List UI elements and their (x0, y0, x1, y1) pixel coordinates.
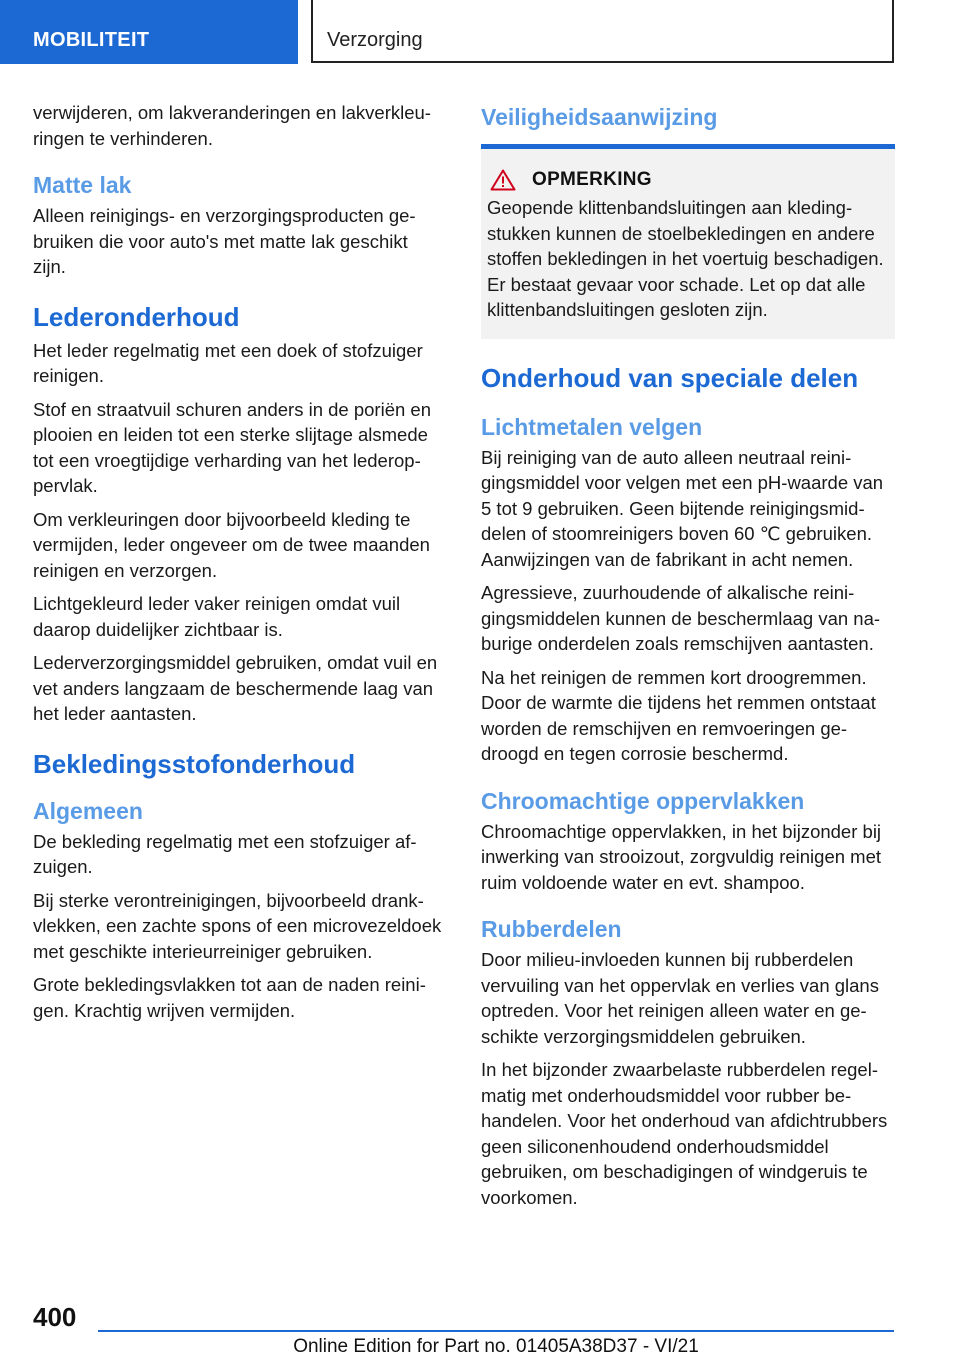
rubber-paragraph-1: Door milieu-invloeden kunnen bij rubberdelen vervuiling van het oppervlak en verlies van glans optreden. Voor het reinigen alleen water en geschikte verzorgingsmiddelen gebruiken. (481, 949, 879, 1047)
alloy-paragraph-2: Agressieve, zuurhoudende of alkalische reinigingsmiddelen kunnen de beschermlaag van naburige onderdelen zoals remschijven aantasten. (481, 582, 881, 654)
leather-care-heading: Lederonderhoud (33, 301, 240, 332)
leather-paragraph-3: Om verkleuringen door bijvoorbeeld kleding te vermijden, leder ongeveer om de twee maanden reinigen en verzorgen. (33, 508, 430, 581)
right-column (481, 100, 895, 1218)
leather-paragraph-4: Lichtgekleurd leder vaker reinigen omdat vuil daarop duidelijker zichtbaar is. (33, 593, 401, 640)
upholstery-paragraph-2: Bij sterke verontreinigingen, bijvoorbeeld drankvlekken, een zachte spons of een microvezeldoek met geschikte interieurreiniger gebruiken. (33, 889, 442, 962)
alloy-paragraph-3: Na het reinigen de remmen kort droogremmen. Door de warmte die tijdens het remmen ontstaat worden de remschijven en remvoeringen gedroogd en tegen corrosie beschermd. (481, 666, 876, 764)
left-column (33, 100, 443, 1031)
upholstery-general-heading: Algemeen (33, 797, 143, 824)
page-footer (0, 1290, 960, 1362)
intro-paragraph: verwijderen, om lakveranderingen en lakverkleuringen te verhinderen. (33, 102, 431, 149)
upholstery-heading: Bekledingsstofonderhoud (33, 748, 356, 779)
matte-paint-heading: Matte lak (33, 172, 132, 198)
upholstery-paragraph-3: Grote bekledingsvlakken tot aan de naden reinigen. Krachtig wrijven vermijden. (33, 974, 426, 1021)
chrome-surfaces-heading: Chroomachtige oppervlakken (481, 787, 805, 814)
edition-text: Online Edition for Part no. 01405A38D37 - VI/21 (293, 1336, 699, 1357)
safety-heading: Veiligheidsaanwijzing (481, 104, 718, 130)
note-box (481, 149, 895, 339)
rubber-paragraph-2: In het bijzonder zwaarbelaste rubberdelen regelmatig met onderhoudsmiddel voor rubber behandelen. Voor het onderhoud van afdichtrubbers geen siliconenhoudend onderhoudsmiddel gebruiken, om beschadigingen of windgeruis te voorkomen. (481, 1059, 888, 1208)
rubber-parts-heading: Rubberdelen (481, 916, 622, 942)
warning-triangle-icon (490, 169, 516, 191)
page-number: 400 (33, 1302, 77, 1332)
matte-paint-text: Alleen reinigings- en verzorgingsproducten gebruiken die voor auto's met matte lak geschikt zijn. (33, 205, 416, 277)
chrome-paragraph-1: Chroomachtige oppervlakken, in het bijzonder bij inwerking van strooizout, zorgvuldig reinigen met ruim voldoende water en evt. shampoo. (481, 820, 882, 893)
leather-paragraph-5: Lederverzorgingsmiddel gebruiken, omdat vuil en vet anders langzaam de beschermende laag van het leder aantasten. (33, 652, 438, 724)
alloy-paragraph-1: Bij reiniging van de auto alleen neutraal reinigingsmiddel voor velgen met een pH-waarde van 5 tot 9 gebruiken. Geen bijtende reinigingsmiddelen of stoomreinigers boven 60 ℃ gebruiken. Aanwijzingen van de fabrikant in acht nemen. (481, 446, 884, 570)
note-header (487, 169, 889, 191)
note-text: Geopende klittenbandsluitingen aan kledingstukken kunnen de stoelbekledingen en andere stoffen bekledingen in het voertuig beschadigen. Er bestaat gevaar voor schade. Let op dat alle klittenbandsluitingen gesloten zijn. (487, 197, 884, 320)
chapter-title: Verzorging (327, 29, 423, 51)
upholstery-paragraph-1: De bekleding regelmatig met een stofzuiger afzuigen. (33, 830, 417, 877)
section-tab (0, 0, 298, 64)
section-title: MOBILITEIT (33, 29, 150, 51)
alloy-wheels-heading: Lichtmetalen velgen (481, 413, 703, 440)
footer-divider (98, 1330, 894, 1332)
leather-paragraph-1: Het leder regelmatig met een doek of stofzuiger reinigen. (33, 339, 423, 386)
leather-paragraph-2: Stof en straatvuil schuren anders in de poriën en plooien en leiden tot een sterke slijtage alsmede tot een vroegtijdige verharding van het lederoppervlak. (33, 398, 431, 496)
note-label: OPMERKING (532, 169, 652, 190)
special-parts-heading: Onderhoud van speciale delen (481, 362, 859, 393)
chapter-tab (311, 0, 894, 63)
